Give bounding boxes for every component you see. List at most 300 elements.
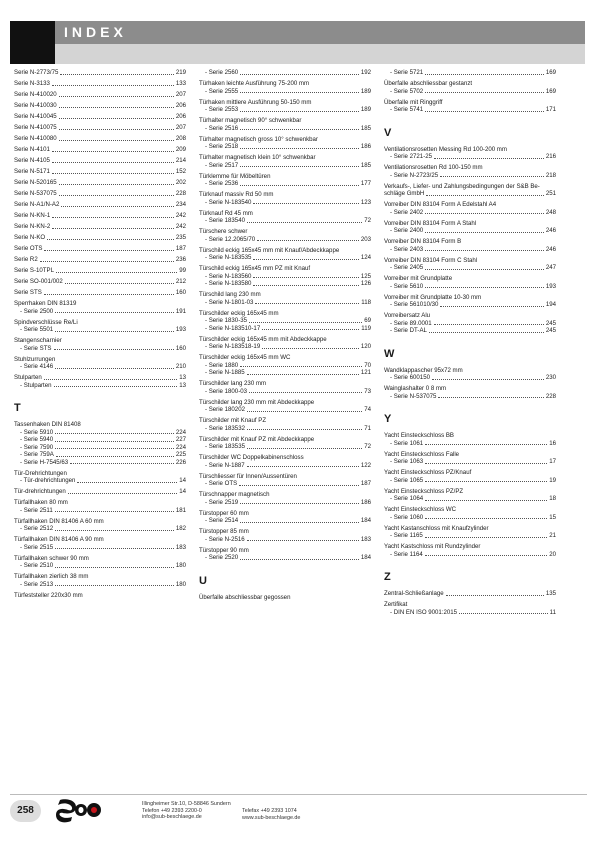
index-subentry[interactable] (384, 209, 556, 217)
dot-leader (52, 151, 174, 152)
page-ref: 124 (360, 254, 371, 261)
index-subentry[interactable] (199, 343, 371, 351)
dot-leader (55, 331, 174, 332)
index-subentry[interactable] (384, 458, 556, 466)
index-subentry[interactable] (14, 382, 186, 390)
index-entry-line[interactable] (14, 289, 186, 297)
index-entry (14, 146, 186, 154)
index-entry-line (199, 173, 371, 181)
index-entry (14, 337, 186, 352)
dot-leader (240, 129, 359, 130)
dot-leader (240, 74, 359, 75)
entry-label: - Serie 183532 (205, 424, 245, 432)
page-ref: 193 (175, 326, 186, 333)
index-subentry[interactable] (199, 143, 371, 151)
entry-label: Türschild eckig 165x45 mm PZ mit Knauf (199, 265, 311, 272)
dot-leader (59, 96, 174, 97)
index-subentry[interactable] (384, 609, 556, 617)
index-subentry[interactable] (199, 536, 371, 544)
dot-leader (44, 294, 174, 295)
index-entry-line[interactable] (14, 223, 186, 231)
entry-label: - Serie 2400 (390, 227, 424, 234)
index-entry-line (384, 525, 556, 533)
entry-label: Türstopper 60 mm (199, 509, 249, 517)
footer-website[interactable]: www.sub-beschlaege.de (242, 814, 301, 821)
index-entry-line[interactable] (14, 488, 186, 496)
page-ref: 18 (549, 495, 556, 502)
index-entry (199, 117, 371, 132)
page-ref: 251 (545, 190, 556, 197)
entry-label: Tür-Drehrichtungen (14, 469, 67, 477)
page-ref: 248 (545, 208, 556, 216)
index-subentry[interactable] (199, 406, 371, 414)
index-subentry[interactable] (384, 551, 556, 559)
index-subentry[interactable] (384, 477, 556, 485)
index-entry-line (199, 117, 371, 125)
page-ref: 171 (545, 106, 556, 113)
index-entry-line[interactable] (14, 245, 186, 253)
page-ref: 203 (360, 235, 371, 243)
page-ref: 207 (175, 124, 186, 131)
index-entry (14, 256, 186, 264)
index-subentry[interactable] (384, 320, 556, 328)
index-entry-line (384, 201, 556, 209)
dot-leader (257, 240, 359, 241)
entry-label: Türfallhaken DIN 81406 A 90 mm (14, 536, 104, 543)
index-subentry[interactable] (199, 254, 371, 262)
page-ref: 214 (175, 157, 186, 164)
header-black-block (10, 21, 55, 64)
index-subentry[interactable] (384, 532, 556, 540)
index-entry-line[interactable] (14, 374, 186, 382)
index-entry-line[interactable] (14, 102, 186, 110)
index-entry-line (384, 506, 556, 514)
dot-leader (425, 537, 547, 538)
dot-leader (425, 213, 544, 214)
index-entry-line (14, 300, 186, 308)
entry-label: Serie R2 (14, 256, 38, 263)
index-entry (14, 157, 186, 165)
page-ref: 133 (175, 80, 186, 87)
index-entry-line[interactable] (384, 190, 556, 198)
entry-label: - Serie 7590 (20, 443, 54, 451)
page-number: 258 (10, 800, 41, 822)
index-subentry[interactable] (14, 562, 186, 570)
index-subentry[interactable] (384, 227, 556, 235)
entry-label: - Serie 2520 (205, 554, 239, 561)
entry-label: - Serie 183535 (205, 443, 245, 450)
index-entry (14, 80, 186, 88)
dot-leader (247, 374, 359, 375)
page-ref: 186 (360, 498, 371, 506)
index-entry-line (14, 470, 186, 478)
index-entry (384, 201, 556, 216)
page-ref: 70 (364, 361, 371, 369)
index-entry (199, 191, 371, 206)
index-entry-line[interactable] (14, 267, 186, 275)
entry-label: Türstopper 90 mm (199, 546, 249, 554)
entry-label: - Serie 5610 (390, 282, 424, 290)
page-ref: 185 (360, 161, 371, 169)
index-subentry[interactable] (384, 514, 556, 522)
page-ref: 234 (175, 201, 186, 208)
entry-label: Türfallhaken 80 mm (14, 499, 68, 506)
index-subentry[interactable] (384, 153, 556, 161)
dot-leader (240, 559, 359, 560)
section-letter: Z (384, 571, 391, 583)
page-ref: 224 (175, 428, 186, 436)
page-ref: 74 (364, 406, 371, 413)
index-entry (14, 69, 186, 77)
index-subentry[interactable] (384, 327, 556, 335)
index-subentry[interactable] (14, 345, 186, 353)
entry-label: Verkaufs-, Liefer- und Zahlungsbedingungen der S&B Be- (384, 182, 540, 190)
page-ref: 209 (175, 146, 186, 153)
page-ref: 228 (175, 190, 186, 197)
index-subentry[interactable] (199, 180, 371, 188)
entry-label: - Serie 2405 (390, 264, 424, 271)
index-subentry[interactable] (14, 581, 186, 589)
page-title: INDEX (64, 24, 127, 40)
entry-label: Serie N-2773/75 (14, 69, 59, 76)
dot-leader (253, 277, 358, 278)
index-entry (199, 528, 371, 543)
entry-label: Serie N-KN-2 (14, 223, 51, 230)
index-subentry[interactable] (384, 495, 556, 503)
page-ref: 135 (545, 590, 556, 597)
entry-label: Serie N-4101 (14, 146, 50, 153)
dot-leader (52, 217, 174, 218)
index-entry (199, 510, 371, 525)
index-subentry[interactable] (384, 374, 556, 382)
index-entry (384, 590, 556, 598)
dot-leader (253, 259, 358, 260)
dot-leader (425, 250, 544, 251)
index-subentry[interactable] (199, 106, 371, 114)
index-entry (384, 69, 556, 77)
index-subentry[interactable] (384, 283, 556, 291)
dot-leader (425, 232, 544, 233)
index-entry (199, 265, 371, 288)
dot-leader (55, 567, 174, 568)
index-subentry[interactable] (199, 88, 371, 96)
dot-leader (425, 463, 547, 464)
index-entry-line[interactable] (14, 157, 186, 165)
index-subentry[interactable] (199, 162, 371, 170)
index-entry (14, 470, 186, 485)
entry-label: Serie STS (14, 289, 42, 296)
index-subentry[interactable] (14, 436, 186, 444)
entry-label: - Serie N-537075 (390, 392, 437, 400)
dot-leader (44, 250, 173, 251)
entry-label: - Serie 2515 (20, 543, 54, 551)
page-ref: 245 (545, 327, 556, 334)
index-entry (384, 385, 556, 400)
index-subentry[interactable] (14, 429, 186, 437)
index-subentry[interactable] (14, 544, 186, 552)
dot-leader (240, 185, 359, 186)
page-ref: 118 (361, 298, 371, 306)
index-entry-line (199, 510, 371, 518)
index-subentry[interactable] (384, 393, 556, 401)
index-subentry[interactable] (199, 199, 371, 207)
index-entry (384, 238, 556, 253)
index-entry-line[interactable] (14, 179, 186, 187)
index-entry (14, 212, 186, 220)
index-subentry[interactable] (199, 317, 371, 325)
index-subentry[interactable] (199, 425, 371, 433)
index-entry-line (199, 291, 371, 299)
entry-label: - Serie 1880 (205, 361, 239, 369)
section-letter: U (199, 574, 207, 587)
dot-leader (52, 85, 174, 86)
index-entry (199, 417, 371, 432)
entry-label: - DIN EN ISO 9001:2015 (390, 608, 458, 616)
entry-label: Überfalle abschliessbar gestanzt (384, 80, 473, 87)
page-ref: 189 (360, 87, 371, 95)
index-entry (199, 547, 371, 562)
entry-label: - Serie N-1801-03 (205, 298, 254, 306)
index-entry-line (384, 275, 556, 283)
entry-label: Serie N-410020 (14, 91, 57, 98)
index-entry-line[interactable] (14, 201, 186, 209)
page-ref: 186 (360, 143, 371, 150)
index-entry-line[interactable] (14, 80, 186, 88)
entry-label: Serie N-410080 (14, 135, 57, 142)
page-ref: 72 (364, 217, 371, 224)
index-subentry[interactable] (199, 125, 371, 133)
dot-leader (60, 74, 173, 75)
index-subentry[interactable] (199, 236, 371, 244)
index-entry-line (14, 536, 186, 544)
dot-leader (425, 481, 547, 482)
entry-label: - Serie N-183580 (205, 280, 252, 287)
index-subentry[interactable] (199, 462, 371, 470)
entry-label: - Serie N-183560 (205, 272, 252, 280)
entry-label: Yacht Kastanschloss mit Knaufzylinder (384, 524, 489, 532)
index-entry-line[interactable] (14, 190, 186, 198)
dot-leader (55, 548, 174, 549)
index-entry-line (384, 488, 556, 496)
page-ref: 69 (364, 317, 371, 324)
index-subentry[interactable] (199, 499, 371, 507)
dot-leader (55, 530, 174, 531)
index-entry-line[interactable] (14, 256, 186, 264)
index-subentry[interactable] (14, 525, 186, 533)
index-subentry[interactable] (199, 388, 371, 396)
entry-label: - Serie 5940 (20, 436, 54, 443)
index-subentry[interactable] (384, 106, 556, 114)
index-subentry[interactable] (14, 477, 186, 485)
page-ref: 122 (360, 461, 371, 469)
entry-label: Stangenscharnier (14, 337, 62, 344)
entry-label: Türfallhaken DIN 81406 A 60 mm (14, 517, 104, 525)
index-subentry[interactable] (384, 172, 556, 180)
page-ref: 14 (179, 477, 186, 484)
index-subentry[interactable] (199, 69, 371, 77)
page-ref: 208 (175, 135, 186, 142)
index-entry (199, 473, 371, 488)
entry-label: Yacht Einsteckschloss WC (384, 506, 457, 513)
entry-label: - Serie 1164 (390, 550, 423, 558)
entry-label: Ventilationsrosetten Messing Rd 100-200 mm (384, 145, 507, 153)
entry-label: - Serie 2553 (205, 106, 239, 113)
index-subentry[interactable] (199, 480, 371, 488)
index-entry-line (14, 421, 186, 429)
sub-logo-icon (54, 797, 104, 825)
entry-label: - Serie 759A (20, 451, 54, 458)
index-entry-line[interactable] (14, 146, 186, 154)
index-subentry[interactable] (384, 88, 556, 96)
entry-label: Türschilder mit Knauf PZ mit Abdeckkappe (199, 435, 315, 443)
entry-label: Türschilder mit Knauf PZ (199, 417, 267, 424)
dot-leader (54, 349, 174, 350)
index-entry (384, 525, 556, 540)
index-subentry[interactable] (384, 69, 556, 77)
index-entry-line[interactable] (14, 234, 186, 242)
index-subentry[interactable] (199, 362, 371, 370)
index-subentry[interactable] (199, 369, 371, 377)
dot-leader (44, 379, 177, 380)
entry-label: Türhaken leichte Ausführung 75-200 mm (199, 80, 310, 87)
page-ref: 72 (364, 443, 371, 450)
entry-label: Yacht Einsteckschloss PZ/Knauf (384, 469, 472, 476)
entry-label: - Serie 2511 (20, 506, 53, 514)
index-subentry[interactable] (384, 440, 556, 448)
entry-label: Türfallhaken zierlich 38 mm (14, 573, 89, 580)
index-entry-line (14, 555, 186, 563)
index-entry-line[interactable] (14, 91, 186, 99)
index-entry (14, 319, 186, 334)
page-ref: 126 (360, 280, 371, 287)
index-entry (384, 543, 556, 558)
dot-leader (434, 158, 544, 159)
index-subentry[interactable] (384, 246, 556, 254)
index-entry (384, 367, 556, 382)
index-entry (199, 380, 371, 395)
entry-label: Serie N-410030 (14, 102, 57, 109)
index-entry-line (199, 336, 371, 344)
dot-leader (47, 239, 174, 240)
index-entry-line[interactable] (14, 113, 186, 121)
entry-label: - Serie 2721-25 (390, 153, 433, 160)
page-ref: 169 (545, 87, 556, 95)
dot-leader (459, 613, 548, 614)
index-entry-line (384, 543, 556, 551)
index-entry-line[interactable] (14, 168, 186, 176)
index-subentry[interactable] (199, 299, 371, 307)
index-entry-line (384, 164, 556, 172)
index-subentry[interactable] (199, 325, 371, 333)
index-subentry[interactable] (14, 507, 186, 515)
dot-leader (425, 555, 547, 556)
index-entry (384, 183, 556, 198)
page-ref: 207 (175, 91, 186, 98)
index-entry-line (199, 210, 371, 218)
index-entry (199, 136, 371, 151)
entry-label: - Serie 2402 (390, 208, 424, 216)
index-subentry[interactable] (14, 444, 186, 452)
index-entry (199, 228, 371, 243)
index-subentry[interactable] (384, 301, 556, 309)
page-ref: 119 (361, 324, 371, 332)
page-ref: 183 (175, 543, 186, 551)
footer-phone: Telefon +49 2393 2200-0 (142, 807, 202, 814)
entry-label: - Serie N-183540 (205, 198, 252, 206)
entry-label: Serie N-A1/N-A2 (14, 201, 60, 208)
entry-label: Serie N-537075 (14, 190, 57, 197)
index-entry-line (199, 310, 371, 318)
page-ref: 120 (360, 343, 371, 350)
index-entry-line[interactable] (14, 212, 186, 220)
entry-label: Türschere schwer (199, 228, 248, 235)
dot-leader (429, 332, 544, 333)
entry-label: - Serie 1065 (390, 476, 424, 484)
entry-label: Serie SO-001/002 (14, 278, 63, 285)
entry-label: - Serie 5702 (390, 87, 424, 95)
dot-leader (240, 522, 359, 523)
dot-leader (55, 441, 174, 442)
page-ref: 182 (175, 525, 186, 532)
entry-label: Vorreiber DIN 83104 Form A Stahl (384, 219, 477, 227)
page-ref: 180 (175, 580, 186, 588)
dot-leader (262, 329, 359, 330)
index-entry (384, 275, 556, 290)
index-subentry[interactable] (199, 517, 371, 525)
index-subentry[interactable] (199, 280, 371, 288)
footer-email[interactable]: info@sub-beschlaege.de (142, 814, 202, 821)
page-ref: 13 (179, 374, 186, 381)
index-subentry[interactable] (14, 459, 186, 467)
index-subentry[interactable] (384, 264, 556, 272)
entry-label: Türhalter magnetisch gross 10° schwenkbar (199, 135, 318, 143)
index-entry (14, 499, 186, 514)
dot-leader (56, 272, 177, 273)
index-entry-line[interactable] (14, 69, 186, 77)
entry-label: - Serie 1061 (390, 439, 424, 447)
page-ref: 16 (549, 439, 556, 447)
index-subentry[interactable] (14, 451, 186, 459)
page-ref: 14 (179, 488, 186, 495)
index-entry (14, 421, 186, 466)
index-subentry[interactable] (14, 363, 186, 371)
entry-label: Türfallhaken schwer 90 mm (14, 554, 89, 562)
dot-leader (425, 500, 547, 501)
index-entry-line[interactable] (14, 124, 186, 132)
index-entry-line[interactable] (384, 590, 556, 598)
entry-label: - Serie 5741 (390, 106, 424, 113)
entry-label: - Serie N-183535 (205, 254, 252, 261)
footer-divider (10, 794, 587, 795)
dot-leader (426, 195, 544, 196)
entry-label: Serie OTS (14, 245, 43, 252)
index-subentry[interactable] (199, 443, 371, 451)
index-entry-line[interactable] (14, 135, 186, 143)
index-entry-line[interactable] (14, 278, 186, 286)
index-entry (14, 278, 186, 286)
index-entry-line (384, 312, 556, 320)
index-subentry[interactable] (199, 217, 371, 225)
index-subentry[interactable] (14, 326, 186, 334)
index-subentry[interactable] (14, 308, 186, 316)
entry-label: Yacht Einsteckschloss BB (384, 432, 454, 439)
entry-label: - Serie N-1887 (205, 461, 245, 469)
index-subentry[interactable] (199, 273, 371, 281)
index-subentry[interactable] (199, 554, 371, 562)
dot-leader (52, 162, 174, 163)
page-ref: 187 (175, 245, 186, 252)
dot-leader (240, 92, 359, 93)
